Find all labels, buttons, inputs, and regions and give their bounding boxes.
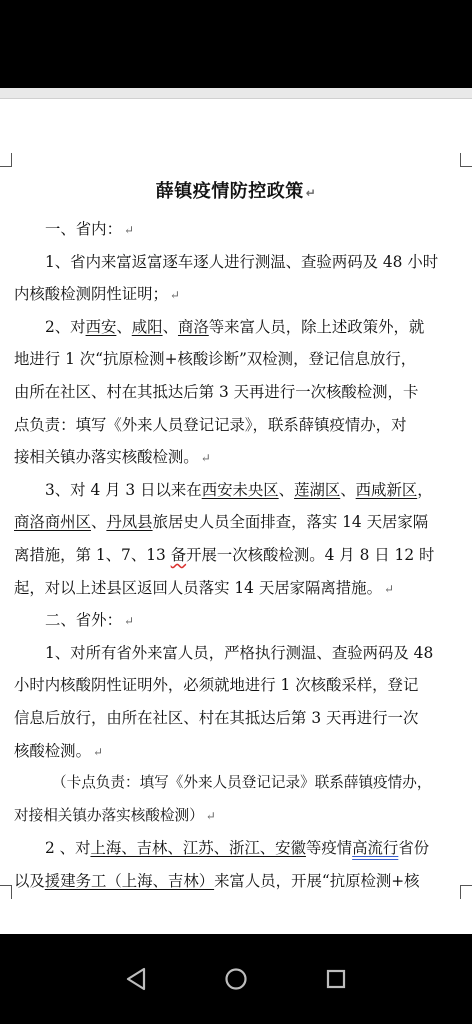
text-segment: 内核酸检测阴性证明； bbox=[14, 285, 168, 304]
paragraph-line bbox=[14, 800, 458, 833]
crop-mark-bottom-left bbox=[0, 885, 12, 899]
text-segment: 旅居史人员全面排查，落实 14 天居家隔 bbox=[152, 513, 429, 532]
paragraph-line bbox=[14, 409, 458, 442]
text-segment: 信息后放行，由所在社区、村在其抵达后第 3 天再进行一次 bbox=[14, 708, 419, 727]
section-heading bbox=[14, 213, 458, 246]
text-segment: 、 bbox=[90, 513, 107, 532]
text-segment: 接相关镇办落实核酸检测。 bbox=[14, 448, 199, 467]
text-segment: 省份 bbox=[398, 839, 430, 858]
text-segment: 来富人员，开展“抗原检测+核 bbox=[214, 871, 420, 890]
text-segment: 、 bbox=[116, 317, 132, 336]
back-triangle-icon bbox=[125, 967, 147, 991]
text-segment: 、 bbox=[340, 480, 356, 499]
paragraph-line bbox=[14, 767, 458, 800]
home-circle-icon bbox=[224, 967, 248, 991]
text-segment: 3、对 4 月 3 日以来在 bbox=[45, 480, 202, 499]
text-segment: （卡点负责：填写《外来人员登记记录》联系薛镇疫情办， bbox=[52, 774, 432, 792]
text-segment: 核酸检测。 bbox=[14, 741, 91, 760]
text-segment: 地进行 1 次“抗原检测+核酸诊断”双检测，登记信息放行， bbox=[14, 350, 417, 369]
paragraph-line bbox=[14, 474, 458, 507]
text-segment: 以及 bbox=[14, 871, 45, 890]
underlined-area: 丹凤县 bbox=[106, 513, 153, 532]
home-button[interactable] bbox=[218, 961, 254, 997]
spellcheck-flag[interactable]: 备 bbox=[170, 545, 187, 564]
paragraph-line bbox=[14, 506, 458, 539]
paragraph-line bbox=[14, 669, 458, 702]
underlined-places: 上海、吉林、江苏、浙江、安徽 bbox=[90, 839, 306, 858]
text-segment: ↵ bbox=[200, 451, 211, 466]
paragraph-line bbox=[14, 572, 458, 605]
underlined-area: 莲湖区 bbox=[294, 480, 341, 499]
document-body bbox=[14, 177, 458, 897]
text-segment: ↵ bbox=[92, 744, 104, 759]
text-segment: 薛镇疫情防控政策 bbox=[155, 181, 304, 202]
paragraph-line bbox=[14, 311, 458, 344]
crop-mark-top-right bbox=[460, 153, 472, 167]
text-segment: ↵ bbox=[169, 288, 180, 303]
paragraph-line bbox=[14, 278, 458, 311]
underlined-area: 西安未央区 bbox=[201, 480, 279, 499]
text-segment: ↵ bbox=[123, 223, 135, 237]
document-title bbox=[14, 177, 458, 203]
text-segment: 、 bbox=[278, 480, 295, 499]
underlined-aid: 援建务工（上海、吉林） bbox=[44, 871, 215, 890]
text-segment: ↵ bbox=[123, 614, 135, 629]
underlined-place: 商洛 bbox=[177, 317, 209, 336]
crop-mark-top-left bbox=[0, 153, 12, 167]
grammar-flag[interactable]: 高流行 bbox=[352, 839, 399, 858]
section-heading bbox=[14, 604, 458, 637]
text-segment: 等疫情 bbox=[305, 839, 353, 858]
underlined-area: 西咸新区 bbox=[355, 480, 418, 499]
text-segment: 一、省内： bbox=[45, 220, 122, 238]
recents-square-icon bbox=[325, 968, 347, 990]
document-viewer[interactable] bbox=[0, 88, 472, 934]
paragraph-line bbox=[14, 865, 458, 898]
paragraph-line bbox=[14, 246, 458, 279]
text-segment: 等来富人员，除上述政策外，就 bbox=[208, 317, 425, 336]
text-segment: 对接相关镇办落实核酸检测） bbox=[14, 806, 204, 824]
paragraph-line bbox=[14, 343, 458, 376]
text-segment: 小时内核酸阴性证明外，必须就地进行 1 次核酸采样，登记 bbox=[14, 676, 419, 695]
text-segment: 2、对 bbox=[45, 317, 86, 336]
text-segment: 点负责：填写《外来人员登记记录》，联系薛镇疫情办，对 bbox=[14, 415, 407, 434]
paragraph-line bbox=[14, 735, 458, 768]
text-segment: ↵ bbox=[305, 186, 317, 200]
paragraph-line bbox=[14, 832, 458, 865]
paragraph-line bbox=[14, 539, 458, 572]
paragraph-line bbox=[14, 637, 458, 670]
paragraph-line bbox=[14, 441, 458, 474]
back-button[interactable] bbox=[118, 961, 154, 997]
text-segment: ， bbox=[417, 480, 433, 499]
text-segment: 离措施，第 1、7、13 bbox=[14, 545, 171, 564]
text-segment: 由所在社区、村在其抵达后第 3 天再进行一次核酸检测，卡 bbox=[14, 382, 419, 401]
text-segment: 1、对所有省外来富人员，严格执行测温、查验两码及 48 bbox=[45, 643, 434, 662]
document-page bbox=[0, 98, 472, 934]
underlined-place: 西安 bbox=[85, 317, 117, 336]
paragraph-line bbox=[14, 702, 458, 735]
text-segment: 2 、对 bbox=[45, 839, 91, 858]
paragraph-line bbox=[14, 376, 458, 409]
text-segment: ↵ bbox=[383, 581, 395, 596]
status-bar bbox=[0, 0, 472, 88]
crop-mark-bottom-right bbox=[460, 885, 472, 899]
text-segment: 1、省内来富返富逐车逐人进行测温、查验两码及 48 小时 bbox=[45, 252, 439, 271]
text-segment: 、 bbox=[162, 317, 178, 336]
underlined-area: 商洛商州区 bbox=[14, 513, 91, 532]
text-segment: 开展一次核酸检测。4 月 8 日 12 时 bbox=[186, 545, 435, 564]
navigation-bar bbox=[0, 934, 472, 1024]
text-segment: 二、省外： bbox=[45, 611, 122, 630]
underlined-place: 咸阳 bbox=[131, 317, 163, 336]
text-segment: 起，对以上述县区返回人员落实 14 天居家隔离措施。 bbox=[14, 578, 382, 597]
text-segment: ↵ bbox=[205, 808, 216, 823]
recents-button[interactable] bbox=[318, 961, 354, 997]
